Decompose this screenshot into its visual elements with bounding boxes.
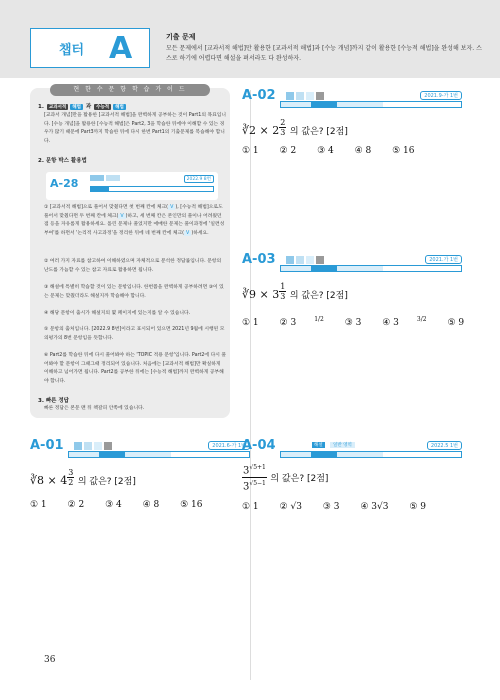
choice-5[interactable]: ⑤ 9 bbox=[447, 318, 465, 328]
expr-tail: 의 값은? [2점] bbox=[77, 477, 136, 488]
num-base: 3 bbox=[243, 465, 250, 477]
expr-exponent bbox=[279, 118, 286, 137]
problem-year: 2021.9-가 1번 bbox=[420, 91, 462, 100]
expr-numerator bbox=[242, 462, 267, 478]
choice-2[interactable] bbox=[280, 316, 324, 328]
choice-2[interactable]: ② 2 bbox=[279, 146, 297, 156]
problem-expression: ∛8 × 4 $^{\frac{3}{2}}$ 의 값은? [2점] bbox=[30, 468, 136, 488]
guide-s1-conj: 과 bbox=[85, 104, 92, 110]
expr-exponent bbox=[279, 282, 286, 301]
expr-root: ∛2 bbox=[242, 124, 257, 138]
guide-item-2: ② 여러 가지 자료를 참고하여 이해하였으며 자체적으로 분석한 정답률입니다. 문항의 난도를 가늠할 수 있는 참고 자료로 활용하면 됩니다. bbox=[44, 259, 222, 273]
check-square[interactable] bbox=[286, 92, 294, 100]
problem-number: A-04 bbox=[242, 438, 276, 453]
exp-numerator: 2 bbox=[280, 118, 286, 127]
page-header bbox=[0, 0, 500, 78]
guide-section-2-title: 2. 문항 박스 활용법 bbox=[38, 158, 87, 164]
check-square[interactable] bbox=[84, 442, 92, 450]
section-title: 기출 문제 bbox=[166, 33, 196, 41]
choice-2[interactable]: ② √3 bbox=[279, 502, 302, 512]
example-year: 2022.9 8번 bbox=[184, 175, 214, 183]
choice-3[interactable]: ③ 3 bbox=[322, 502, 340, 512]
page-number: 36 bbox=[44, 655, 56, 665]
problem-year: 2022.5 1번 bbox=[427, 441, 462, 450]
exp-denominator: 3 bbox=[280, 292, 286, 301]
exp-denominator: 3 bbox=[280, 128, 286, 137]
problem-tag: 해설 bbox=[314, 443, 323, 448]
check-box-2 bbox=[106, 175, 120, 181]
choice-1[interactable]: ① 1 bbox=[30, 500, 47, 510]
expr-base: 2 bbox=[272, 124, 280, 138]
example-rate-bar bbox=[90, 186, 214, 192]
exp-numerator: 1 bbox=[280, 282, 286, 291]
check-square[interactable] bbox=[104, 442, 112, 450]
check-square[interactable] bbox=[306, 92, 314, 100]
choice-4-exponent: 3/2 bbox=[416, 316, 427, 323]
check-mark-2: V bbox=[120, 213, 124, 219]
chapter-letter: A bbox=[109, 31, 133, 66]
expr-tail: 의 값은? [2점] bbox=[270, 473, 329, 484]
check-square[interactable] bbox=[316, 256, 324, 264]
choice-3[interactable]: ③ 4 bbox=[105, 500, 122, 510]
expr-root: ∛8 bbox=[30, 474, 45, 488]
answer-choices bbox=[242, 502, 444, 512]
choice-2-text: ② 3 bbox=[279, 318, 297, 328]
exp-denominator: 2 bbox=[68, 478, 74, 487]
answer-choices bbox=[242, 316, 482, 328]
expr-exponent bbox=[67, 468, 74, 487]
guide-item-1-c: )하고, 세 번째 칸은 본인만의 풀이나 어려웠던 점 등을 자유롭게 활용하세요. 틀린 문제나 풀었지만 애매한 문제는 풀이과정에 '일련성 부여'를 하면서 '논리적 사고과정'을 정리한 뒤에 네 번째 칸에 체크( bbox=[44, 213, 225, 236]
check-square[interactable] bbox=[286, 256, 294, 264]
tag-suneung: 수능적 bbox=[96, 105, 110, 110]
problem-rate-bar bbox=[280, 265, 462, 272]
expr-base: 3 bbox=[272, 288, 280, 302]
problem-rate-bar bbox=[68, 451, 250, 458]
guide-section-3-text: 빠른 정답은 본문 맨 뒤 책갈피 안쪽에 있습니다. bbox=[44, 406, 145, 411]
example-problem-box bbox=[46, 172, 218, 200]
problem-rate-bar bbox=[280, 101, 462, 108]
problem-header bbox=[242, 252, 462, 274]
answer-choices bbox=[30, 500, 221, 510]
check-mark-4: V bbox=[186, 230, 190, 236]
tag-solution-2: 해법 bbox=[115, 105, 124, 110]
guide-item-1 bbox=[44, 204, 226, 238]
problem-rate-bar bbox=[280, 451, 462, 458]
choice-1[interactable]: ① 1 bbox=[242, 146, 259, 156]
num-exponent: √5+1 bbox=[249, 464, 266, 471]
choice-3[interactable]: ③ 4 bbox=[317, 146, 334, 156]
column-divider bbox=[250, 90, 251, 680]
problem-expression: ∛9 × 3 $^{\frac{1}{3}}$ 의 값은? [2점] bbox=[242, 282, 348, 302]
choice-4[interactable] bbox=[382, 316, 426, 328]
choice-3[interactable]: ③ 3 bbox=[344, 318, 362, 328]
problem-expression bbox=[242, 462, 328, 494]
expr-tail: 의 값은? [2점] bbox=[289, 127, 348, 138]
check-mark-1: V bbox=[170, 205, 174, 210]
choice-5[interactable]: ⑤ 9 bbox=[409, 502, 426, 512]
problem-expression: ∛2 × 2 $^{\frac{2}{3}}$ 의 값은? [2점] bbox=[242, 118, 348, 138]
den-base: 3 bbox=[243, 481, 250, 493]
chapter-word: 챕터 bbox=[59, 43, 85, 58]
choice-1[interactable]: ① 1 bbox=[242, 318, 259, 328]
check-square[interactable] bbox=[94, 442, 102, 450]
expr-tail: 의 값은? [2점] bbox=[289, 291, 348, 302]
section-description: 모든 문제에서 [교과서적 해법]만 활용한 [교과서적 해법]과 [수능 개념]까지 같이 활용한 [수능적 해법]을 완성해 보자. 스스로 하기에 어렵다면 해설을 펴서라도 다 완성하자. bbox=[166, 45, 482, 62]
guide-tab: 현 한 수 문 항 학 습 가 이 드 bbox=[50, 84, 210, 96]
problem-year: 2021.6-가 1번 bbox=[208, 441, 250, 450]
check-box-1 bbox=[90, 175, 104, 181]
guide-item-6: ⑥ Part2를 학습한 뒤에 다시 풀어봐야 하는 'TOPIC 적용 문항'입니다. Part2에 다시 풀어봐야 할 문항이 그때그때 정리되어 있습니다. 처음에는 [교과서적 해법]만 확실하게 이해하고 넘어가면 됩니다. Part2를 공부한 뒤에는 [수능적 해법]까지 완벽하게 공부해야 합니다. bbox=[44, 353, 227, 384]
problem-number: A-01 bbox=[30, 438, 64, 453]
check-square[interactable] bbox=[74, 442, 82, 450]
guide-item-3: ③ 해설에 특별히 학습할 것이 있는 문항입니다. 한번쯤을 완벽하게 공부하려면 ③이 있는 문제는 맞췄더라도 해설지까 학습해야 합니다. bbox=[44, 285, 224, 299]
tag-solution-1: 해법 bbox=[72, 105, 81, 110]
guide-section-1-title bbox=[38, 102, 127, 110]
expr-root: ∛9 bbox=[242, 288, 257, 302]
chapter-badge bbox=[30, 28, 150, 68]
example-number: A-28 bbox=[50, 177, 79, 190]
answer-choices bbox=[242, 146, 433, 156]
check-square[interactable] bbox=[296, 256, 304, 264]
choice-2-exponent: 1/2 bbox=[314, 316, 324, 323]
problem-area-tag: 일반 영역 bbox=[330, 442, 355, 448]
expr-denominator bbox=[242, 478, 267, 493]
problem-header bbox=[242, 88, 462, 110]
choice-5[interactable]: ⑤ 16 bbox=[180, 500, 203, 510]
choice-4[interactable]: ④ 8 bbox=[354, 146, 372, 156]
guide-section-3-title: 3. 빠른 정답 bbox=[38, 398, 69, 404]
choice-4-text: ④ 3 bbox=[382, 318, 399, 328]
study-guide-panel bbox=[30, 88, 230, 418]
problem-year: 2021.가 1번 bbox=[425, 255, 462, 264]
choice-4[interactable]: ④ 8 bbox=[142, 500, 160, 510]
guide-s1-number: 1. bbox=[38, 104, 44, 110]
exp-numerator: 3 bbox=[68, 468, 74, 477]
problem-header bbox=[242, 438, 462, 460]
choice-2[interactable]: ② 2 bbox=[67, 500, 85, 510]
choice-5[interactable]: ⑤ 16 bbox=[392, 146, 415, 156]
den-exponent: √5−1 bbox=[249, 480, 266, 488]
guide-item-1-a: ① [교과서적 해법]으로 풀어서 맞췄다면 첫 번째 칸에 체크( bbox=[44, 205, 169, 210]
check-square[interactable] bbox=[306, 256, 314, 264]
problem-number: A-03 bbox=[242, 252, 276, 267]
expr-fraction bbox=[242, 462, 267, 494]
check-square[interactable] bbox=[296, 92, 304, 100]
problem-number: A-02 bbox=[242, 88, 276, 103]
problem-header bbox=[30, 438, 250, 460]
guide-item-4: ④ 해당 문항이 출시가 해설지의 몇 페이지에 있는지를 알 수 있습니다. bbox=[44, 311, 191, 316]
guide-item-1-b: ), [수능적 해법]으로도 풀어서 맞췄다면 두 번째 칸에 체크( bbox=[44, 205, 223, 219]
choice-1[interactable]: ① 1 bbox=[242, 502, 259, 512]
guide-section-1-text: [교과서 개념]만을 활용한 [교과서적 해법]을 완벽하게 공부하는 것이 Part1의 목표입니다. [수능 개념]을 활용한 [수능적 해법]은 Part2, 3을 학습한 뒤에야 이해할 수 있는 경우가 많기 때문에 Part3까지 학습한 뒤에 다시 한번 Part1의 기출문제를 복습해야 합니다. bbox=[44, 113, 227, 144]
guide-item-1-d: )하세요. bbox=[191, 230, 209, 236]
check-square[interactable] bbox=[316, 92, 324, 100]
guide-item-5: ⑤ 문항의 출처입니다. [2022.9 8번]이라고 표시되어 있으면 2021년 9월에 시행된 모의평가의 8번 문항임을 뜻합니다. bbox=[44, 327, 225, 341]
tag-textbook: 교과서적 bbox=[48, 105, 67, 110]
choice-4[interactable]: ④ 3√3 bbox=[360, 502, 389, 512]
expr-base: 4 bbox=[60, 474, 68, 488]
